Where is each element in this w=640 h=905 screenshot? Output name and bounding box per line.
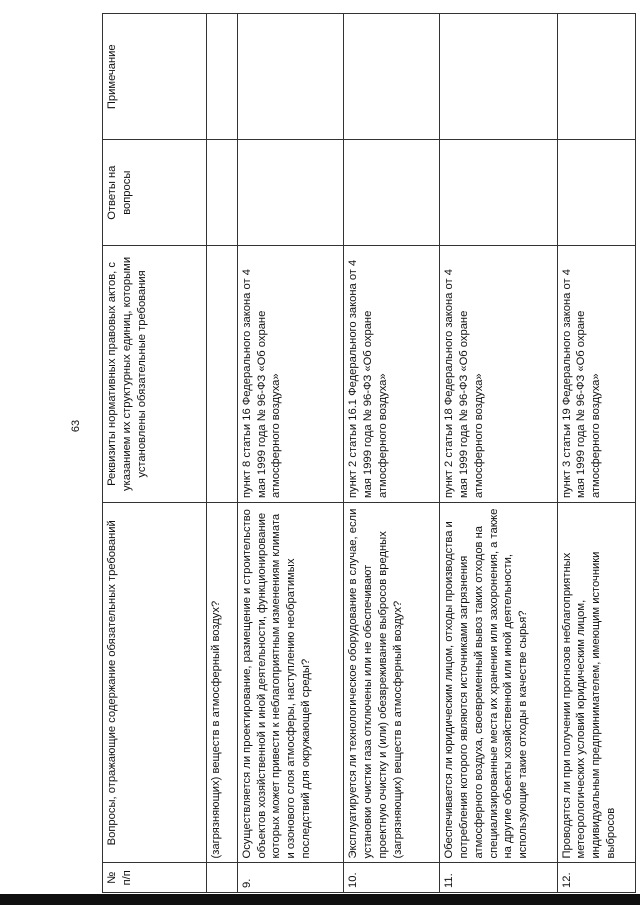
cell-note bbox=[237, 14, 344, 141]
rotated-table-area bbox=[102, 13, 636, 893]
cell-requisites bbox=[207, 245, 237, 502]
cell-answers bbox=[344, 140, 440, 245]
page-number: 63 bbox=[70, 419, 83, 433]
cell-num: 10. bbox=[344, 863, 440, 893]
table-row bbox=[344, 14, 440, 893]
cell-answers bbox=[440, 140, 557, 245]
table-header-row bbox=[103, 14, 207, 893]
cell-answers bbox=[557, 140, 635, 245]
cell-answers bbox=[237, 140, 344, 245]
header-answers: Ответы на вопросы bbox=[103, 140, 207, 245]
table-row bbox=[237, 14, 344, 893]
table-row bbox=[440, 14, 557, 893]
cell-requisites: пункт 3 статьи 19 Федерального закона от 4 мая 1999 года № 96-ФЗ «Об охране атмосферного воздуха» bbox=[557, 245, 635, 502]
header-question: Вопросы, отражающие содержание обязательных требований bbox=[103, 503, 207, 863]
cell-question: (загрязняющих) веществ в атмосферный воздух? bbox=[207, 503, 237, 863]
cell-question: Осуществляется ли проектирование, размещение и строительство объектов хозяйственной и иной деятельности, функционирование которых может привести к неблагоприятным изменениям климата и озонового слоя атмосферы, наступлению необратимых последствий для окружающей среды? bbox=[237, 503, 344, 863]
cell-num: 12. bbox=[557, 863, 635, 893]
cell-note bbox=[207, 14, 237, 141]
header-num: № п/п bbox=[103, 863, 207, 893]
cell-requisites: пункт 2 статьи 16.1 Федерального закона от 4 мая 1999 года № 96-ФЗ «Об охране атмосферного воздуха» bbox=[344, 245, 440, 502]
scan-edge-bar bbox=[0, 894, 640, 905]
cell-num: 9. bbox=[237, 863, 344, 893]
table-row-continuation bbox=[207, 14, 237, 893]
cell-num: 11. bbox=[440, 863, 557, 893]
cell-question: Проводятся ли при получении прогнозов неблагоприятных метеорологических условий юридическим лицом, индивидуальным предпринимателем, имеющим источники выбросов bbox=[557, 503, 635, 863]
cell-note bbox=[557, 14, 635, 141]
header-note: Примечание bbox=[103, 14, 207, 141]
cell-question: Эксплуатируется ли технологическое оборудование в случае, если установки очистки газа отключены или не обеспечивают проектную очистку и (или) обезвреживание выбросов вредных (загрязняющих) веществ в атмосферный воздух? bbox=[344, 503, 440, 863]
cell-note bbox=[344, 14, 440, 141]
cell-num bbox=[207, 863, 237, 893]
table-row bbox=[557, 14, 635, 893]
cell-requisites: пункт 8 статьи 16 Федерального закона от 4 мая 1999 года № 96-ФЗ «Об охране атмосферного воздуха» bbox=[237, 245, 344, 502]
cell-requisites: пункт 2 статьи 18 Федерального закона от 4 мая 1999 года № 96-ФЗ «Об охране атмосферного воздуха» bbox=[440, 245, 557, 502]
header-requisites: Реквизиты нормативных правовых актов, с указанием их структурных единиц, которыми установлены обязательные требования bbox=[103, 245, 207, 502]
cell-note bbox=[440, 14, 557, 141]
cell-answers bbox=[207, 140, 237, 245]
requirements-table bbox=[102, 13, 636, 893]
cell-question: Обеспечивается ли юридическим лицом, отходы производства и потребления которого являются источниками загрязнения атмосферного воздуха, своевременный вывоз таких отходов на специализированные места их хранения или захоронения, а также на другие объекты хозяйственной или иной деятельности, использующие такие отходы в качестве сырья? bbox=[440, 503, 557, 863]
